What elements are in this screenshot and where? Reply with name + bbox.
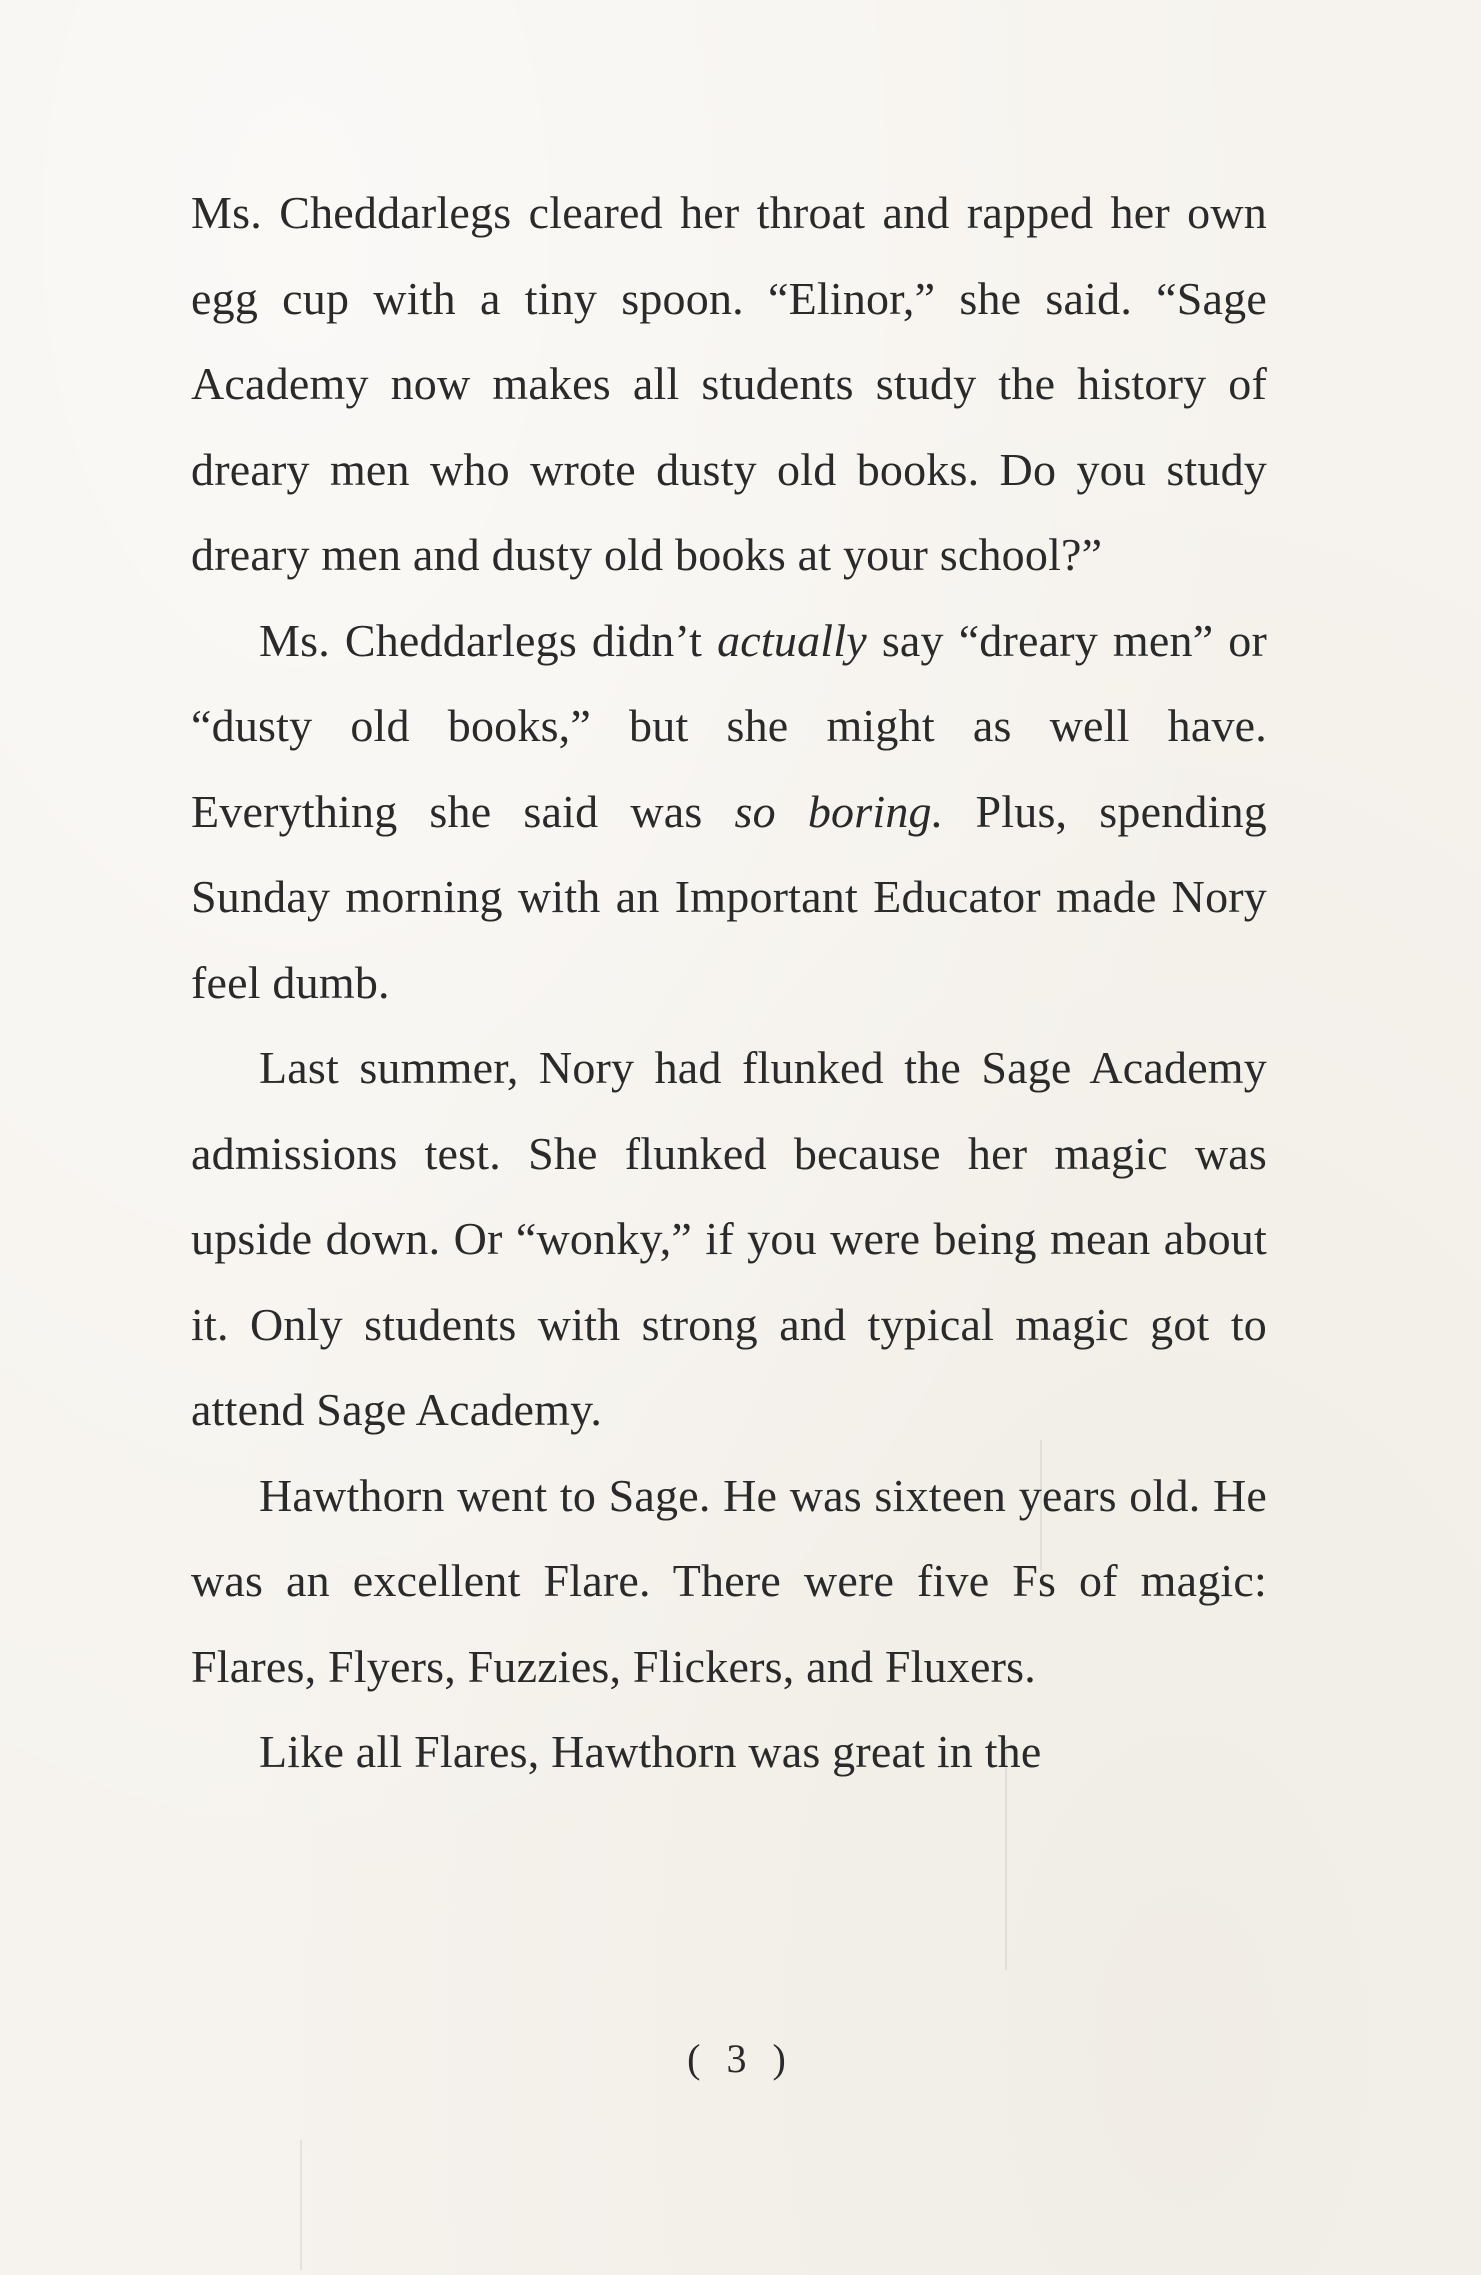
paragraph-5 bbox=[191, 1709, 1267, 1795]
italic-text: so boring. bbox=[734, 785, 944, 837]
paragraph-4 bbox=[191, 1453, 1267, 1710]
page-number: ( 3 ) bbox=[687, 2036, 794, 2081]
body-text bbox=[191, 170, 1267, 1795]
text-run: Ms. Cheddarlegs cleared her throat and rapped her own egg cup with a tiny spoon. “Elinor,” she said. “Sage Academy now makes all students study the history of dreary men who wrote dusty old books. Do you study dreary men and dusty old books at your school?” bbox=[191, 187, 1267, 580]
text-run: Hawthorn went to Sage. He was sixteen years old. He was an excellent Flare. There were five Fs of magic: Flares, Flyers, Fuzzies, Flickers, and Fluxers. bbox=[191, 1469, 1267, 1692]
text-run: say “dreary men” or “dusty old books,” but she might as well have. Everything she said was bbox=[191, 614, 1267, 837]
text-run: Ms. Cheddarlegs didn’t bbox=[259, 614, 718, 666]
scan-mark bbox=[300, 2140, 302, 2270]
text-run: Like all Flares, Hawthorn was great in the bbox=[259, 1726, 1042, 1777]
italic-text: actually bbox=[717, 614, 867, 666]
paragraph-2 bbox=[191, 598, 1267, 1026]
paragraph-3 bbox=[191, 1025, 1267, 1453]
paragraph-1 bbox=[191, 170, 1267, 598]
text-run: Plus, spending Sunday morning with an Important Educator made Nory feel dumb. bbox=[191, 785, 1267, 1008]
text-run: Last summer, Nory had flunked the Sage Academy admissions test. She flunked because her magic was upside down. Or “wonky,” if you were being mean about it. Only students with strong and typical magic got to attend Sage Academy. bbox=[191, 1042, 1267, 1435]
